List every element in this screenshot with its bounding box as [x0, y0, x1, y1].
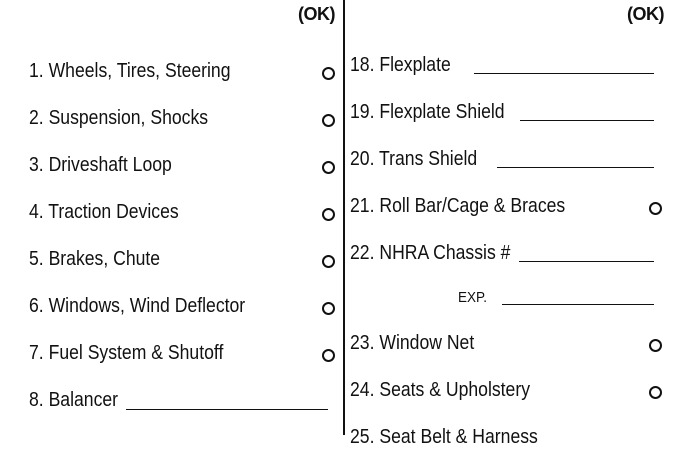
item-6-label: 6. Windows, Wind Deflector [29, 295, 246, 317]
item-2-label: 2. Suspension, Shocks [29, 107, 209, 129]
item-3-ok-checkbox[interactable] [322, 161, 335, 174]
item-1-label: 1. Wheels, Tires, Steering [29, 60, 231, 82]
exp-entry-line[interactable] [502, 304, 654, 305]
item-7-label: 7. Fuel System & Shutoff [29, 342, 224, 364]
item-23-label: 23. Window Net [350, 332, 475, 354]
item-4-label: 4. Traction Devices [29, 201, 179, 223]
ok-header-right: (OK) [627, 4, 664, 24]
item-5-label: 5. Brakes, Chute [29, 248, 161, 270]
exp-label: EXP. [458, 289, 488, 306]
item-3-label: 3. Driveshaft Loop [29, 154, 172, 176]
item-20-entry-line[interactable] [497, 167, 654, 168]
item-18-label: 18. Flexplate [350, 54, 451, 76]
item-24-ok-checkbox[interactable] [649, 386, 662, 399]
item-5-ok-checkbox[interactable] [322, 255, 335, 268]
item-20-label: 20. Trans Shield [350, 148, 478, 170]
item-7-ok-checkbox[interactable] [322, 349, 335, 362]
item-2-ok-checkbox[interactable] [322, 114, 335, 127]
item-6-ok-checkbox[interactable] [322, 302, 335, 315]
item-25-label: 25. Seat Belt & Harness [350, 426, 538, 448]
column-divider [343, 0, 345, 435]
item-18-entry-line[interactable] [474, 73, 654, 74]
item-22-entry-line[interactable] [519, 261, 654, 262]
item-19-entry-line[interactable] [520, 120, 654, 121]
item-8-entry-line[interactable] [126, 409, 328, 410]
item-21-label: 21. Roll Bar/Cage & Braces [350, 195, 566, 217]
item-1-ok-checkbox[interactable] [322, 67, 335, 80]
item-4-ok-checkbox[interactable] [322, 208, 335, 221]
ok-header-left: (OK) [298, 4, 335, 24]
item-21-ok-checkbox[interactable] [649, 202, 662, 215]
item-22-label: 22. NHRA Chassis # [350, 242, 511, 264]
item-24-label: 24. Seats & Upholstery [350, 379, 531, 401]
item-23-ok-checkbox[interactable] [649, 339, 662, 352]
item-8-label: 8. Balancer [29, 389, 119, 411]
item-19-label: 19. Flexplate Shield [350, 101, 505, 123]
